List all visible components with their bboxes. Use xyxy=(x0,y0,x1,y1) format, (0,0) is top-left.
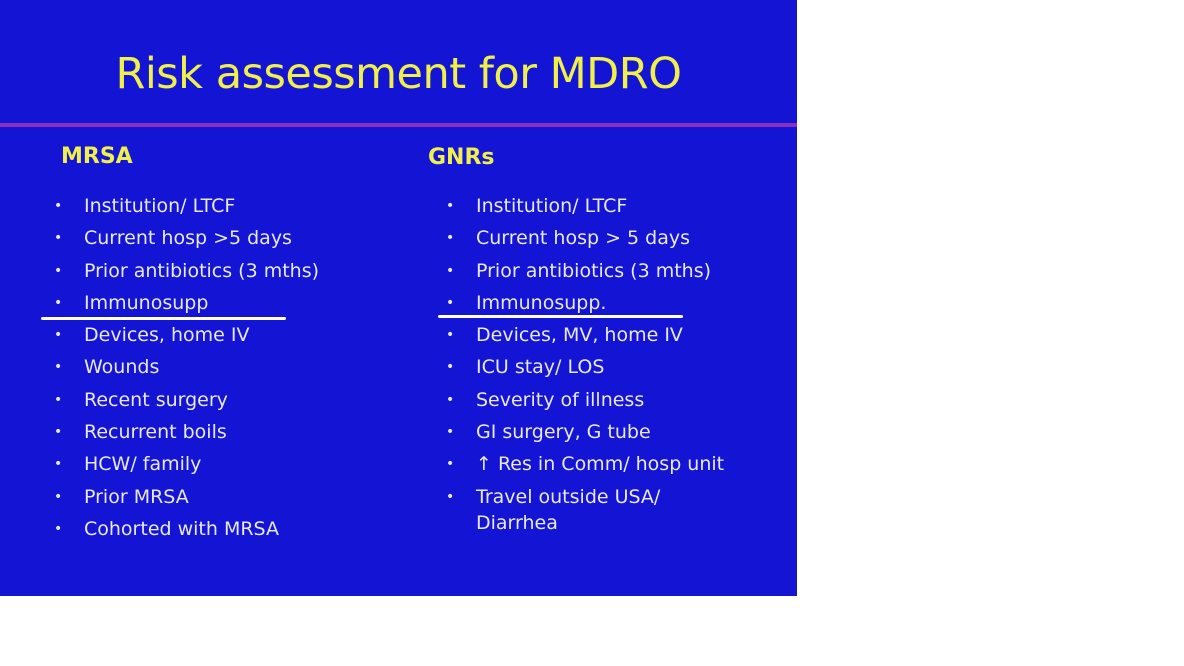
list-item-text: Institution/ LTCF xyxy=(84,195,236,217)
list-item xyxy=(52,351,319,383)
mrsa-immunosupp-underline xyxy=(41,317,286,320)
mrsa-heading: MRSA xyxy=(61,144,133,169)
list-item xyxy=(52,222,319,254)
list-item-text: Institution/ LTCF xyxy=(476,195,628,217)
bullet-icon: • xyxy=(54,359,63,376)
list-item xyxy=(444,481,724,539)
bullet-icon: • xyxy=(54,327,63,344)
list-item xyxy=(444,448,724,480)
bullet-icon: • xyxy=(54,424,63,441)
list-item-text: Current hosp > 5 days xyxy=(476,227,691,250)
list-item xyxy=(52,319,319,351)
list-item-text: Devices, MV, home IV xyxy=(476,324,683,347)
slide-title: Risk assessment for MDRO xyxy=(115,49,682,99)
list-item-text: Prior antibiotics (3 mths) xyxy=(476,259,712,282)
list-item xyxy=(52,190,319,222)
bullet-icon: • xyxy=(54,294,63,311)
list-item-text: Recurrent boils xyxy=(84,421,227,444)
bullet-icon: • xyxy=(446,391,455,408)
list-item xyxy=(444,255,724,287)
list-item-text: Devices, home IV xyxy=(84,324,250,347)
list-item xyxy=(52,255,319,287)
bullet-icon: • xyxy=(54,262,63,279)
bullet-icon: • xyxy=(54,456,63,473)
list-item-text: Immunosupp. xyxy=(476,291,607,314)
list-item xyxy=(52,513,319,545)
bullet-icon: • xyxy=(446,327,455,344)
mrsa-risk-list xyxy=(52,190,319,545)
bullet-icon: • xyxy=(54,230,63,247)
list-item-text: ICU stay/ LOS xyxy=(476,356,605,379)
bullet-icon: • xyxy=(446,198,455,214)
list-item xyxy=(52,448,319,480)
list-item xyxy=(444,190,724,222)
gnrs-risk-list xyxy=(444,190,724,539)
bullet-icon: • xyxy=(446,456,455,473)
list-item xyxy=(444,222,724,254)
bullet-icon: • xyxy=(446,424,455,441)
list-item xyxy=(444,416,724,448)
gnrs-immunosupp-underline xyxy=(438,315,683,318)
bullet-icon: • xyxy=(54,391,63,408)
list-item-text: Recent surgery xyxy=(84,388,228,411)
list-item-text: Prior antibiotics (3 mths) xyxy=(84,259,320,282)
bullet-icon: • xyxy=(446,230,455,247)
list-item-text: Current hosp >5 days xyxy=(84,227,292,250)
list-item-text: Immunosupp xyxy=(84,291,209,314)
list-item-text: Severity of illness xyxy=(476,388,645,411)
bullet-icon: • xyxy=(446,488,455,505)
list-item xyxy=(52,481,319,513)
gnrs-heading: GNRs xyxy=(428,145,495,170)
list-item-text: Cohorted with MRSA xyxy=(84,517,279,540)
list-item-text: HCW/ family xyxy=(84,453,202,476)
bullet-icon: • xyxy=(446,262,455,279)
list-item xyxy=(444,384,724,416)
bullet-icon: • xyxy=(54,520,63,537)
list-item-text: ↑ Res in Comm/ hosp unit xyxy=(476,453,725,476)
list-item-text: GI surgery, G tube xyxy=(476,421,651,444)
bullet-icon: • xyxy=(446,359,455,376)
title-divider xyxy=(0,123,797,127)
list-item-text: Wounds xyxy=(84,356,160,379)
list-item-text: Prior MRSA xyxy=(84,485,189,508)
bullet-icon: • xyxy=(446,294,455,311)
list-item xyxy=(444,351,724,383)
bullet-icon: • xyxy=(54,488,63,505)
list-item xyxy=(52,287,319,319)
list-item xyxy=(52,384,319,416)
list-item xyxy=(444,319,724,351)
list-item xyxy=(52,416,319,448)
list-item-text: Travel outside USA/ Diarrhea xyxy=(476,485,661,534)
bullet-icon: • xyxy=(54,198,63,214)
